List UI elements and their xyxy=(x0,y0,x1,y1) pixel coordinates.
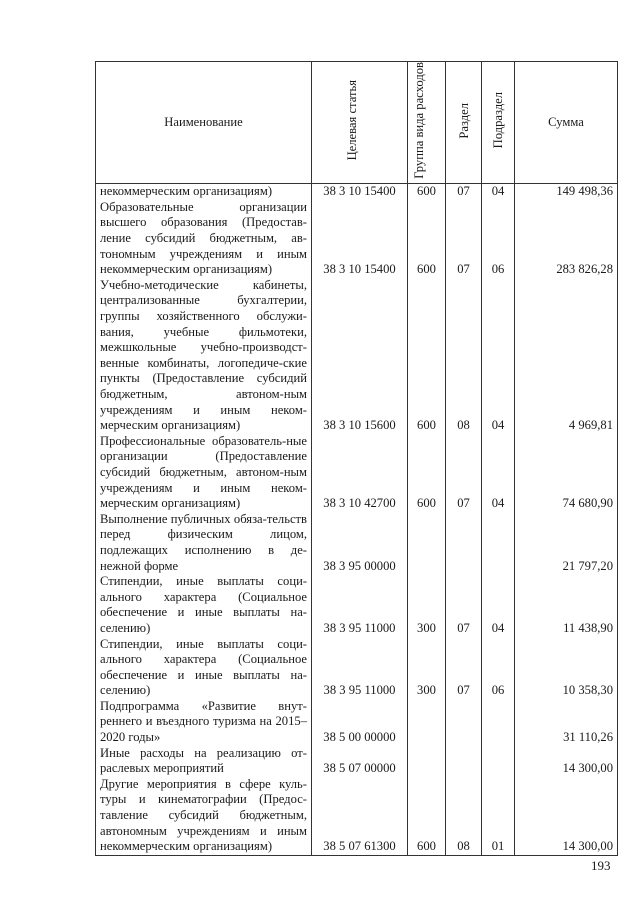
row-subsection: 04 xyxy=(482,574,515,636)
row-expense-group xyxy=(408,699,446,746)
row-target-article: 38 3 10 42700 xyxy=(312,434,408,512)
table-body xyxy=(96,184,618,856)
row-section: 07 xyxy=(446,200,482,278)
row-target-article: 38 3 95 11000 xyxy=(312,637,408,699)
row-expense-group: 300 xyxy=(408,637,446,699)
row-section xyxy=(446,512,482,574)
row-amount: 21 797,20 xyxy=(515,512,618,574)
row-section: 07 xyxy=(446,434,482,512)
row-subsection: 04 xyxy=(482,184,515,200)
table-row xyxy=(96,200,618,278)
row-name: Стипендии, иные выплаты соци-ального характера (Социальное обеспечение и иные выплаты на-селению) xyxy=(96,574,312,636)
row-subsection: 06 xyxy=(482,637,515,699)
row-amount: 14 300,00 xyxy=(515,777,618,855)
row-target-article: 38 5 00 00000 xyxy=(312,699,408,746)
row-section: 07 xyxy=(446,574,482,636)
row-expense-group xyxy=(408,746,446,777)
row-target-article: 38 3 10 15400 xyxy=(312,184,408,200)
table-row xyxy=(96,746,618,777)
row-section: 07 xyxy=(446,637,482,699)
row-subsection: 04 xyxy=(482,434,515,512)
row-name: Подпрограмма «Развитие внут-реннего и въездного туризма на 2015–2020 годы» xyxy=(96,699,312,746)
row-name: Образовательные организации высшего образования (Предостав-ление субсидий бюджетным, ав-тономным учреждениям и иным некоммерческим организациям) xyxy=(96,200,312,278)
row-subsection: 01 xyxy=(482,777,515,855)
row-amount: 10 358,30 xyxy=(515,637,618,699)
row-amount: 11 438,90 xyxy=(515,574,618,636)
row-name: Иные расходы на реализацию от-раслевых мероприятий xyxy=(96,746,312,777)
table-row xyxy=(96,637,618,699)
row-expense-group: 600 xyxy=(408,777,446,855)
row-name: Учебно-методические кабинеты, централизованные бухгалтерии, группы хозяйственного обслужи-вания, учебные фильмотеки, межшкольные учебно-производст-венные комбинаты, логопедиче-ские пункты (Предоставление субсидий бюджетным, автоном-ным учреждениям и иным неком-мерческим организациям) xyxy=(96,278,312,434)
row-expense-group xyxy=(408,512,446,574)
table-row xyxy=(96,434,618,512)
header-target-article: Целевая статья xyxy=(312,62,408,184)
table-row xyxy=(96,699,618,746)
row-expense-group: 300 xyxy=(408,574,446,636)
row-name: некоммерческим организациям) xyxy=(96,184,312,200)
row-section xyxy=(446,746,482,777)
row-section: 08 xyxy=(446,777,482,855)
header-section: Раздел xyxy=(446,62,482,184)
row-target-article: 38 3 10 15600 xyxy=(312,278,408,434)
row-section: 07 xyxy=(446,184,482,200)
row-section xyxy=(446,699,482,746)
row-name: Стипендии, иные выплаты соци-ального характера (Социальное обеспечение и иные выплаты на-селению) xyxy=(96,637,312,699)
table-row xyxy=(96,278,618,434)
row-subsection xyxy=(482,746,515,777)
row-amount: 31 110,26 xyxy=(515,699,618,746)
row-expense-group: 600 xyxy=(408,278,446,434)
table-row xyxy=(96,574,618,636)
row-target-article: 38 3 10 15400 xyxy=(312,200,408,278)
row-expense-group: 600 xyxy=(408,434,446,512)
row-subsection xyxy=(482,512,515,574)
budget-table xyxy=(95,61,618,856)
row-expense-group: 600 xyxy=(408,200,446,278)
row-name: Выполнение публичных обяза-тельств перед физическим лицом, подлежащих исполнению в де-нежной форме xyxy=(96,512,312,574)
row-amount: 149 498,36 xyxy=(515,184,618,200)
row-target-article: 38 5 07 61300 xyxy=(312,777,408,855)
row-subsection xyxy=(482,699,515,746)
header-subsection: Подраздел xyxy=(482,62,515,184)
row-amount: 283 826,28 xyxy=(515,200,618,278)
row-name: Профессиональные образователь-ные организации (Предоставление субсидий бюджетным, автоном-ным учреждениям и иным неком-мерческим организациям) xyxy=(96,434,312,512)
row-target-article: 38 3 95 11000 xyxy=(312,574,408,636)
header-amount: Сумма xyxy=(515,62,618,184)
row-target-article: 38 5 07 00000 xyxy=(312,746,408,777)
row-target-article: 38 3 95 00000 xyxy=(312,512,408,574)
page-number: 193 xyxy=(591,858,611,873)
header-expense-group: Группа вида расходов xyxy=(408,62,446,184)
row-amount: 14 300,00 xyxy=(515,746,618,777)
table-row xyxy=(96,512,618,574)
row-section: 08 xyxy=(446,278,482,434)
row-name: Другие мероприятия в сфере куль-туры и кинематографии (Предос-тавление субсидий бюджетным, автономным учреждениям и иным некоммерческим организациям) xyxy=(96,777,312,855)
table-header xyxy=(96,62,618,184)
header-name: Наименование xyxy=(96,62,312,184)
table-row xyxy=(96,184,618,200)
row-expense-group: 600 xyxy=(408,184,446,200)
row-amount: 4 969,81 xyxy=(515,278,618,434)
table-row xyxy=(96,777,618,855)
row-subsection: 06 xyxy=(482,200,515,278)
row-subsection: 04 xyxy=(482,278,515,434)
row-amount: 74 680,90 xyxy=(515,434,618,512)
